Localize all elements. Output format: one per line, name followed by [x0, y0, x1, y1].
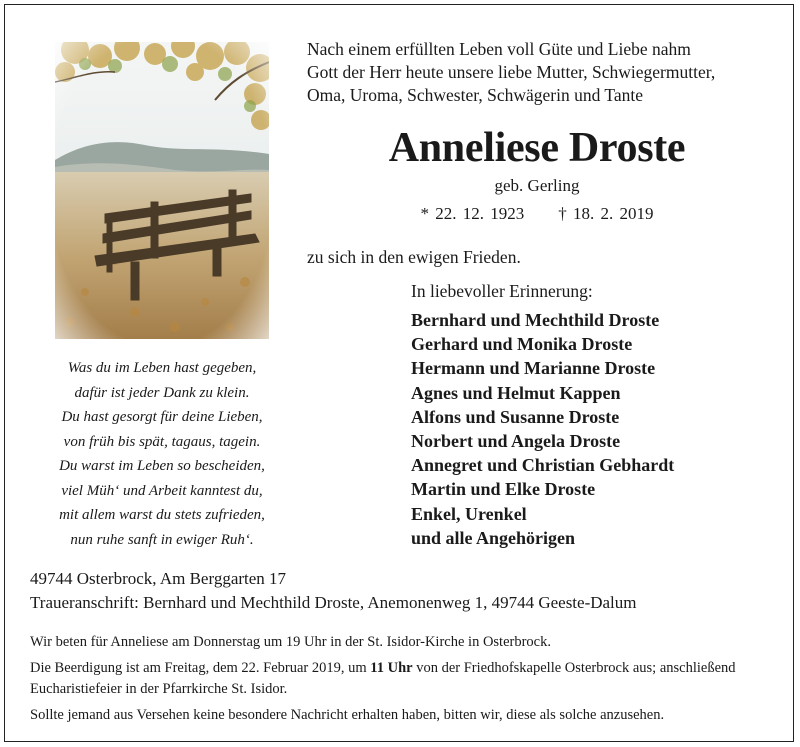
funeral-notice-end: von der Friedhofskapelle Osterbrock aus; anschließend Eucharistiefeier in der Pfarrkirche St. Isidor. — [30, 660, 736, 697]
mourner-entry: Bernhard und Mechthild Droste — [411, 310, 660, 330]
funeral-notice-start: Die Beerdigung ist am Freitag, dem 22. Februar 2019, um — [30, 660, 371, 676]
mourner-entry: Agnes und Helmut Kappen — [411, 382, 621, 403]
deceased-name: Anneliese Droste — [388, 125, 686, 171]
mourner-entry: Alfons und Susanne Droste — [411, 406, 620, 427]
poem-line: nun ruhe sanft in ewiger Ruh‘. — [70, 531, 254, 548]
poem-line: mit allem warst du stets zufrieden, — [59, 507, 265, 523]
poem-line: von früh bis spät, tagaus, tagein. — [63, 433, 261, 450]
poem-line: Du hast gesorgt für deine Lieben, — [61, 409, 263, 425]
mourner-entry: Hermann und Marianne Droste — [411, 358, 656, 379]
peace-line: zu sich in den ewigen Frieden. — [307, 247, 521, 267]
poem-line: viel Müh‘ und Arbeit kanntest du, — [61, 482, 263, 499]
mourner-entry: Enkel, Urenkel — [411, 503, 527, 524]
address-block — [30, 567, 637, 615]
intro-line: Oma, Uroma, Schwester, Schwägerin und Tante — [307, 85, 643, 105]
mourner-entry: und alle Angehörigen — [411, 527, 576, 548]
mourner-entry: Martin und Elke Droste — [411, 479, 596, 500]
poem — [30, 356, 294, 552]
mourning-address: Traueranschrift: Bernhard und Mechthild Droste, Anemonenweg 1, 49744 Geeste-Dalum — [30, 593, 637, 612]
intro-line: Nach einem erfüllten Leben voll Güte und Liebe nahm — [307, 39, 691, 59]
birth-date: * 22. 12. 1923 — [420, 204, 525, 223]
death-date: † 18. 2. 2019 — [558, 204, 654, 223]
mourner-entry: Gerhard und Monika Droste — [411, 334, 633, 355]
funeral-time: 11 Uhr — [370, 660, 413, 676]
bench-photo — [55, 42, 269, 339]
memory-heading: In liebevoller Erinnerung: — [411, 281, 593, 301]
autumn-bench-image — [55, 42, 269, 339]
mourner-entry: Norbert und Angela Droste — [411, 431, 621, 452]
birth-name: geb. Gerling — [494, 176, 580, 195]
no-message-notice: Sollte jemand aus Versehen keine besondere Nachricht erhalten haben, bitten wir, diese als solche anzusehen. — [30, 707, 665, 723]
life-dates — [307, 204, 767, 224]
intro-line: Gott der Herr heute unsere liebe Mutter, Schwiegermutter, — [307, 62, 716, 82]
notices-block — [30, 632, 780, 731]
funeral-notice — [30, 658, 780, 700]
poem-line: Was du im Leben hast gegeben, — [67, 360, 257, 376]
home-address: 49744 Osterbrock, Am Berggarten 17 — [30, 569, 287, 588]
poem-line: dafür ist jeder Dank zu klein. — [74, 384, 250, 401]
service-notice: Wir beten für Anneliese am Donnerstag um 19 Uhr in der St. Isidor-Kirche in Osterbrock. — [30, 634, 551, 650]
mourner-entry: Annegret und Christian Gebhardt — [411, 455, 675, 476]
mourners-list — [411, 308, 674, 550]
poem-line: Du warst im Leben so bescheiden, — [59, 458, 265, 474]
intro-text — [307, 38, 777, 107]
